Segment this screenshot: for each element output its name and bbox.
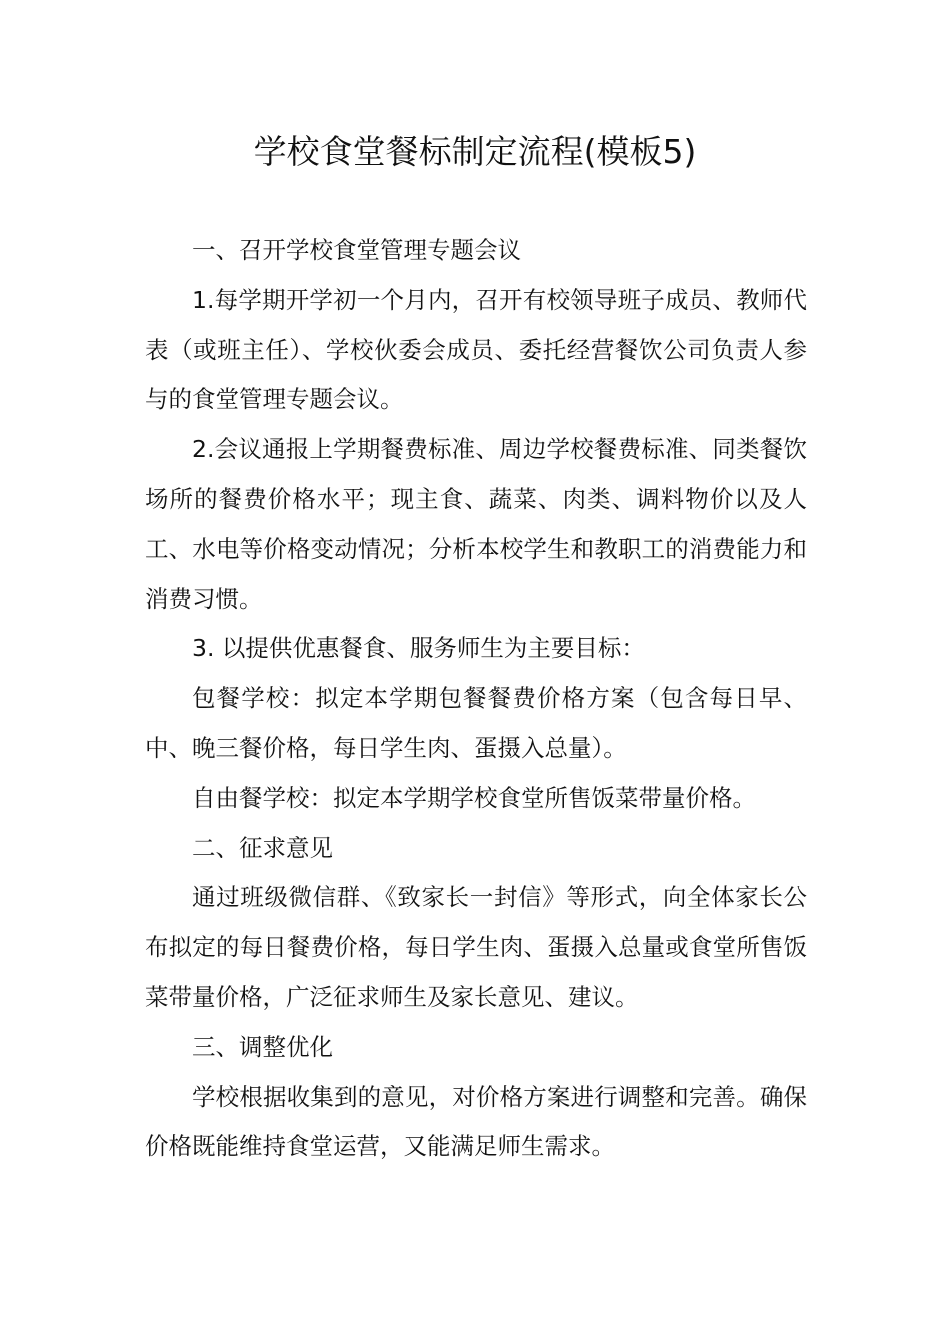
section-heading-2: 二、征求意见 — [192, 833, 333, 862]
paragraph: 自由餐学校：拟定本学期学校食堂所售饭菜带量价格。 — [192, 783, 756, 812]
section-heading-1: 一、召开学校食堂管理专题会议 — [192, 236, 521, 264]
document-body — [145, 226, 807, 1172]
paragraph: 学校根据收集到的意见，对价格方案进行调整和完善。确保价格既能维持食堂运营，又能满足师生需求。 — [145, 1082, 807, 1161]
paragraph: 包餐学校：拟定本学期包餐餐费价格方案（包含每日早、中、晚三餐价格，每日学生肉、蛋摄入总量）。 — [145, 684, 807, 762]
section-heading-3: 三、调整优化 — [192, 1032, 333, 1061]
paragraph: 2.会议通报上学期餐费标准、周边学校餐费标准、同类餐饮场所的餐费价格水平；现主食、蔬菜、肉类、调料物价以及人工、水电等价格变动情况；分析本校学生和教职工的消费能力和消费习惯。 — [145, 435, 807, 613]
document-title: 学校食堂餐标制定流程(模板5) — [253, 132, 697, 171]
paragraph: 3. 以提供优惠餐食、服务师生为主要目标： — [192, 634, 645, 663]
paragraph: 1.每学期开学初一个月内，召开有校领导班子成员、教师代表（或班主任）、学校伙委会成员、委托经营餐饮公司负责人参与的食堂管理专题会议。 — [145, 285, 807, 414]
paragraph: 通过班级微信群、《致家长一封信》等形式，向全体家长公布拟定的每日餐费价格，每日学生肉、蛋摄入总量或食堂所售饭菜带量价格，广泛征求师生及家长意见、建议。 — [145, 883, 807, 1011]
